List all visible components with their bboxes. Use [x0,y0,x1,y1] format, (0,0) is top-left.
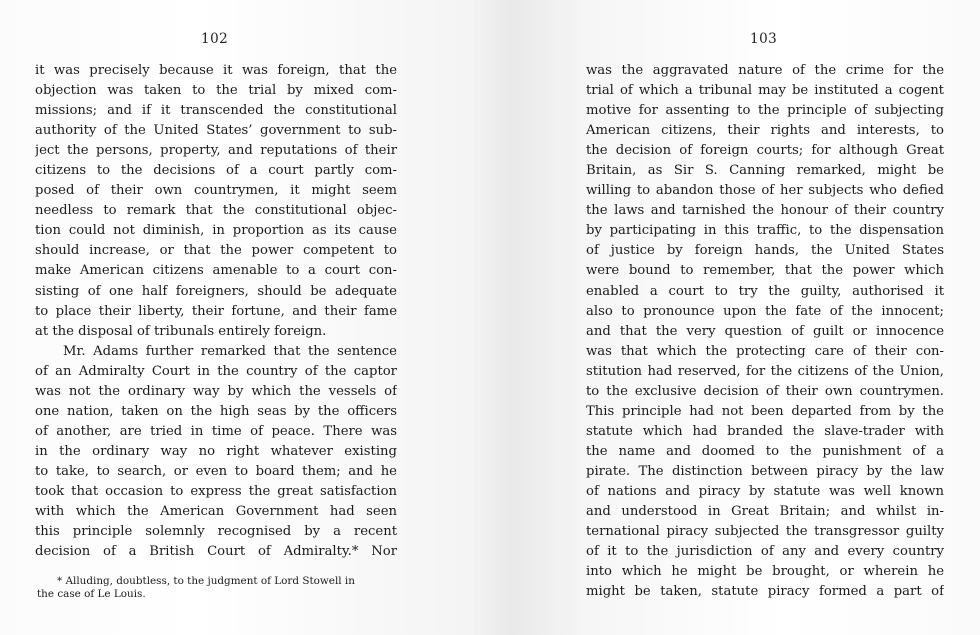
text-line: decision of a British Court of Admiralty.* Nor [35,544,397,560]
text-line: and understood in Great Britain; and whilst in- [586,504,944,520]
text-line: This principle had not been departed from by the [586,403,944,419]
text-line: it was precisely because it was foreign, that the [35,63,397,78]
text-line: the decision of foreign courts; for although Great [586,143,944,159]
text-line: also to pronounce upon the fate of the innocent; [586,303,944,319]
text-line: tion could not diminish, in proportion as its cause [35,223,397,239]
text-line: the name and doomed to the punishment of a [586,443,944,459]
text-line: one nation, taken on the high seas by the officers [35,403,397,419]
text-line: was that which the protecting care of their con- [586,343,944,359]
text-line: Britain, as Sir S. Canning remarked, might be [586,163,944,179]
text-line: needless to remark that the constitutional objec- [35,203,397,219]
text-line: took that occasion to express the great satisfaction [35,483,397,499]
text-line: of another, are tried in time of peace. There was [35,423,397,439]
text-line: were bound to remember, that the power which [586,263,944,279]
page-number-left: 102 [201,31,229,47]
footnote [37,575,399,600]
text-line: statute which had branded the slave-trader with [586,423,944,439]
text-line: citizens to the decisions of a court partly com- [35,163,397,179]
text-line: authority of the United States’ government to sub- [35,123,397,139]
text-line: by participating in this traffic, to the dispensation [586,223,944,239]
footnote-line: * Alluding, doubtless, to the judgment of Lord Stowell in [57,575,355,587]
text-line: pirate. The distinction between piracy by the law [586,463,944,479]
text-line: motive for assenting to the principle of subjecting [586,103,944,119]
text-line: trial of which a tribunal may be instituted a cogent [586,83,944,99]
text-line: objection was taken to the trial by mixed com- [35,83,397,99]
text-line: should increase, or that the power competent to [35,243,397,259]
text-line: of it to the jurisdiction of any and every country [586,544,944,560]
text-line: of nations and piracy by statute was well known [586,483,944,499]
text-line: was not the ordinary way by which the vessels of [35,383,397,399]
text-line: posed of their own countrymen, it might seem [35,183,397,199]
text-line: ject the persons, property, and reputations of their [35,143,397,159]
text-line: into which he might be brought, or wherein he [586,564,944,580]
text-line: to take, to search, or even to board them; and he [35,463,397,479]
text-line: enabled a court to try the guilty, authorised it [586,283,944,299]
text-line: might be taken, statute piracy formed a part of [586,584,944,600]
text-line: of an Admiralty Court in the country of the captor [35,363,397,379]
text-line: at the disposal of tribunals entirely foreign. [35,323,327,339]
text-line: stitution had reserved, for the citizens of the Union, [586,363,944,379]
text-line: American citizens, their rights and interests, to [586,123,944,139]
text-line: with which the American Government had seen [35,504,397,520]
text-line: the laws and tarnished the honour of their country [586,203,944,219]
text-line: was the aggravated nature of the crime for the [586,63,944,78]
text-line: in the ordinary way no right whatever existing [35,443,397,459]
text-line: and that the very question of guilt or innocence [586,323,944,339]
text-line: ternational piracy subjected the transgressor guilty [586,524,944,540]
page-number-right: 103 [750,31,778,47]
text-line: Mr. Adams further remarked that the sentence [63,343,397,359]
text-line: this principle solemnly recognised by a recent [35,524,397,540]
text-line: to the exclusive decision of their own countrymen. [586,383,944,399]
text-line: to place their liberty, their fortune, and their fame [35,303,397,319]
text-line: missions; and if it transcended the constitutional [35,103,397,119]
text-line: of justice by foreign hands, the United States [586,243,944,259]
left-page-text [35,61,397,562]
text-line: make American citizens amenable to a court con- [35,263,397,279]
text-line: sisting of one half foreigners, should be adequate [35,283,397,299]
text-line: willing to abandon those of her subjects who defied [586,183,944,199]
right-page-text [586,61,944,602]
footnote-line: the case of Le Louis. [37,587,146,600]
